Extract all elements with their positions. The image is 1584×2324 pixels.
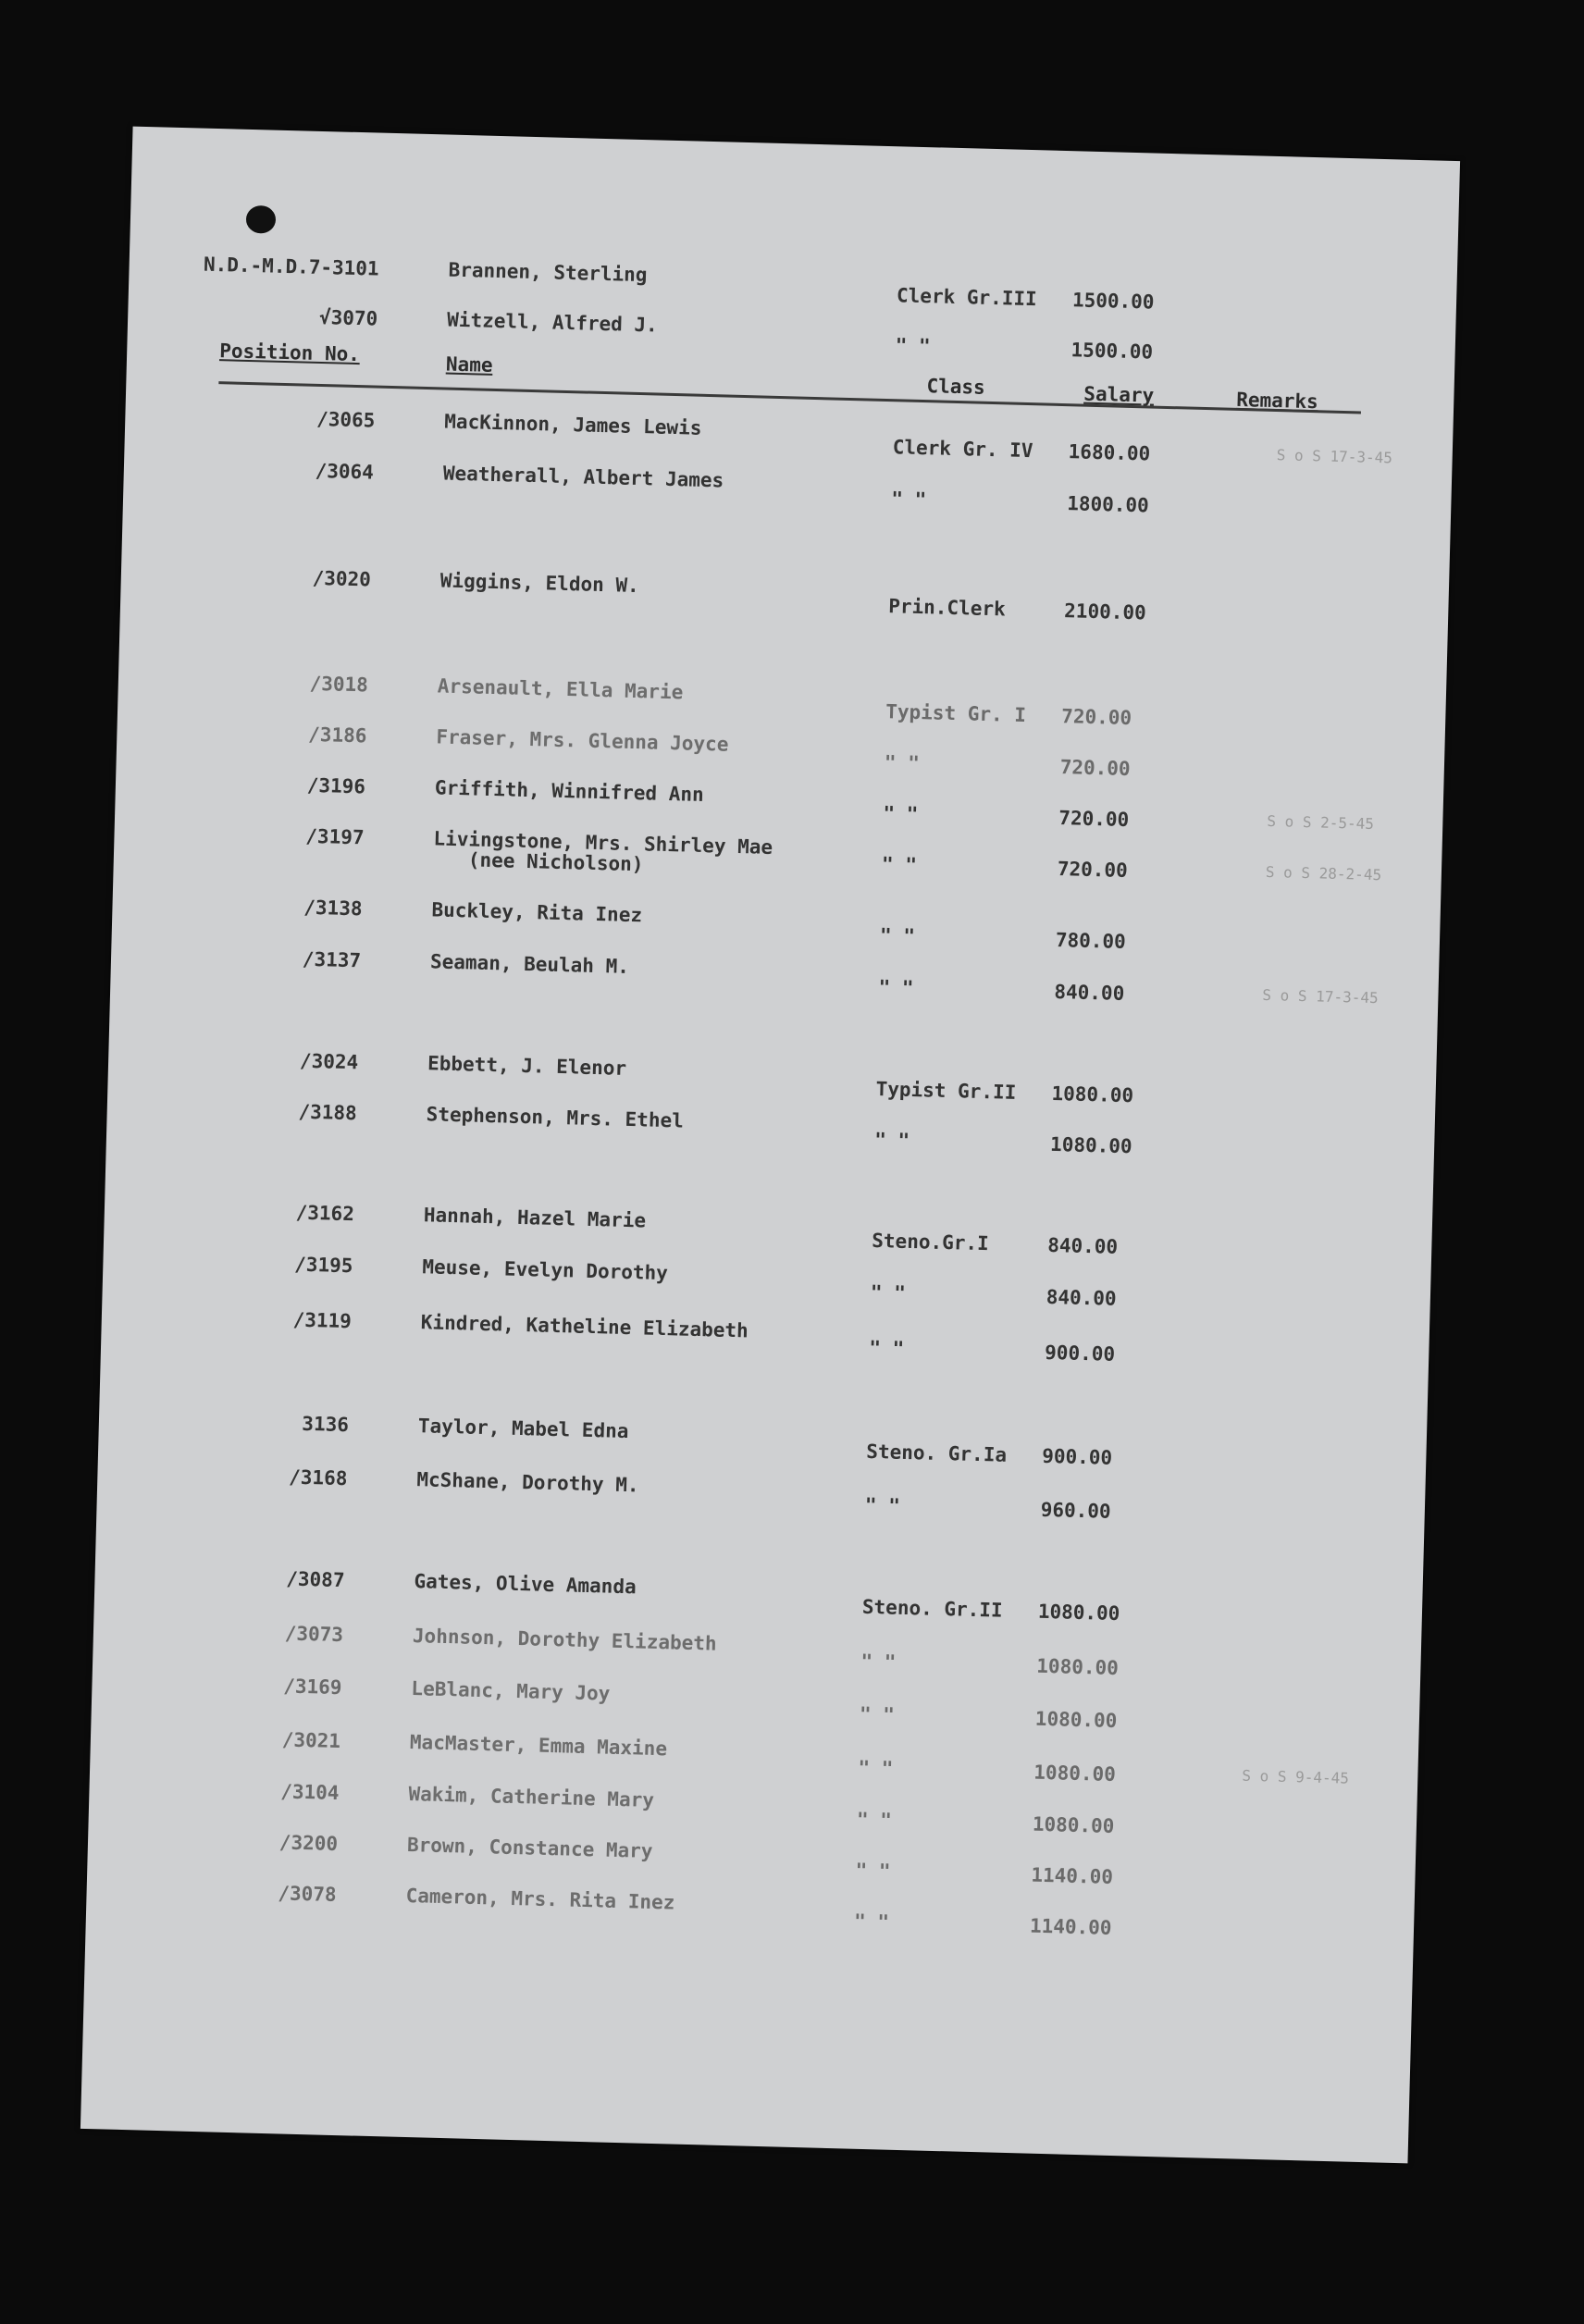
position-number: /3162 xyxy=(295,1201,355,1226)
employee-salary: 840.00 xyxy=(1046,1233,1119,1258)
employee-salary: 1080.00 xyxy=(1033,1761,1117,1786)
position-number: /3021 xyxy=(281,1728,341,1753)
employee-class: " " xyxy=(856,1808,893,1832)
employee-name: Weatherall, Albert James xyxy=(442,462,724,492)
table-row xyxy=(99,1407,1427,1470)
table-row xyxy=(91,1724,1418,1786)
employee-name: Ebbett, J. Elenor xyxy=(427,1052,627,1080)
employee-salary: 840.00 xyxy=(1054,980,1125,1005)
employee-salary: 780.00 xyxy=(1055,929,1127,953)
table-row xyxy=(86,1877,1414,1940)
header-remarks: Remarks xyxy=(1235,388,1319,414)
table-row xyxy=(120,562,1448,624)
employee-salary: 720.00 xyxy=(1058,807,1130,832)
employee-class: " " xyxy=(891,488,927,512)
employee-class: " " xyxy=(855,1859,891,1883)
employee-class: Steno.Gr.I xyxy=(872,1229,990,1255)
employee-name: Livingstone, Mrs. Shirley Mae (nee Nicholson) xyxy=(432,827,773,876)
position-number: /3137 xyxy=(302,947,362,972)
employee-class: Clerk Gr.III xyxy=(896,284,1038,311)
position-number: /3186 xyxy=(307,723,367,748)
employee-name: Witzell, Alfred J. xyxy=(446,308,659,337)
employee-salary: 1140.00 xyxy=(1031,1863,1114,1888)
employee-class: " " xyxy=(878,976,914,999)
position-number: /3168 xyxy=(288,1465,348,1490)
employee-salary: 1080.00 xyxy=(1051,1082,1134,1107)
employee-class: Steno. Gr.II xyxy=(861,1595,1003,1622)
position-number: /3064 xyxy=(315,459,375,484)
employee-name: Arsenault, Ella Marie xyxy=(437,674,684,704)
punch-hole xyxy=(246,205,277,234)
header-class: Class xyxy=(926,375,986,399)
employee-salary: 1080.00 xyxy=(1032,1812,1115,1837)
position-number: /3087 xyxy=(286,1567,345,1592)
employee-class: " " xyxy=(879,924,916,948)
position-number: /3020 xyxy=(312,566,372,591)
employee-name: Meuse, Evelyn Dorothy xyxy=(422,1255,669,1285)
table-row xyxy=(129,252,1456,315)
employee-salary: 720.00 xyxy=(1057,858,1129,883)
employee-name: MacKinnon, James Lewis xyxy=(444,410,702,439)
employee-salary: 1080.00 xyxy=(1034,1707,1118,1733)
employee-class: " " xyxy=(881,853,918,877)
header-name: Name xyxy=(445,352,493,377)
employee-remark: S o S 2-5-45 xyxy=(1267,811,1375,833)
employee-name: MacMaster, Emma Maxine xyxy=(409,1731,668,1761)
employee-name: LeBlanc, Mary Joy xyxy=(411,1677,611,1705)
table-row xyxy=(93,1617,1421,1680)
employee-salary: 960.00 xyxy=(1040,1498,1111,1523)
table-row xyxy=(116,769,1443,832)
header-position: Position No. xyxy=(218,340,361,366)
employee-class: Steno. Gr.Ia xyxy=(866,1440,1008,1466)
employee-class: " " xyxy=(870,1280,907,1304)
position-number: /3138 xyxy=(303,896,363,921)
position-number: √3070 xyxy=(318,305,378,330)
employee-class: Clerk Gr. IV xyxy=(892,436,1033,463)
employee-salary: 900.00 xyxy=(1044,1341,1116,1366)
employee-salary: 840.00 xyxy=(1046,1285,1117,1310)
position-number: /3073 xyxy=(284,1622,344,1647)
employee-name: Wiggins, Eldon W. xyxy=(439,569,640,598)
table-row xyxy=(117,718,1444,781)
position-number: /3169 xyxy=(282,1675,342,1700)
employee-name: McShane, Dorothy M. xyxy=(416,1468,639,1497)
employee-class: " " xyxy=(884,751,921,775)
employee-salary: 720.00 xyxy=(1060,705,1132,730)
employee-salary: 1500.00 xyxy=(1071,289,1155,314)
position-number: /3200 xyxy=(278,1831,339,1856)
employee-name: Hannah, Hazel Marie xyxy=(423,1204,647,1232)
employee-name: Griffith, Winnifred Ann xyxy=(434,776,704,806)
table-row xyxy=(118,667,1445,730)
employee-name: Brannen, Sterling xyxy=(448,258,648,287)
table-row xyxy=(103,1248,1430,1311)
employee-salary: 1080.00 xyxy=(1037,1600,1120,1626)
position-number: /3018 xyxy=(309,672,369,697)
position-number: /3024 xyxy=(299,1049,359,1074)
employee-name: Fraser, Mrs. Glenna Joyce xyxy=(436,725,729,756)
employee-salary: 1080.00 xyxy=(1049,1132,1132,1158)
employee-class: " " xyxy=(895,334,931,358)
employee-name: Buckley, Rita Inez xyxy=(431,898,643,927)
employee-class: " " xyxy=(883,802,919,826)
employee-salary: 1800.00 xyxy=(1066,492,1150,517)
position-number: /3065 xyxy=(316,407,376,432)
employee-name: Seaman, Beulah M. xyxy=(429,950,630,978)
table-row xyxy=(108,1045,1436,1107)
employee-salary: 1080.00 xyxy=(1036,1654,1120,1680)
employee-class: " " xyxy=(873,1128,910,1152)
employee-remark: S o S 28-2-45 xyxy=(1265,862,1382,884)
position-number: /3188 xyxy=(298,1100,358,1125)
position-number: 3136 xyxy=(302,1412,350,1437)
employee-class: " " xyxy=(868,1336,905,1360)
employee-class: " " xyxy=(859,1702,896,1726)
employee-remark: S o S 17-3-45 xyxy=(1262,985,1379,1007)
employee-name: Stephenson, Mrs. Ethel xyxy=(426,1103,685,1132)
employee-name: Brown, Constance Mary xyxy=(406,1833,653,1862)
employee-salary: 900.00 xyxy=(1041,1444,1113,1469)
employee-class: " " xyxy=(858,1756,894,1780)
table-row xyxy=(101,1304,1429,1366)
employee-name: Gates, Olive Amanda xyxy=(414,1570,637,1599)
position-number: N.D.-M.D.7-3101 xyxy=(203,253,379,280)
employee-name: Johnson, Dorothy Elizabeth xyxy=(412,1625,717,1655)
table-row xyxy=(112,891,1440,954)
table-row xyxy=(111,943,1439,1006)
employee-class: Typist Gr. I xyxy=(885,700,1027,727)
employee-name: Taylor, Mabel Edna xyxy=(417,1415,629,1443)
position-number: /3195 xyxy=(293,1253,353,1278)
table-row xyxy=(124,454,1452,517)
employee-class: " " xyxy=(853,1910,890,1934)
table-row xyxy=(88,1826,1416,1889)
document-page xyxy=(80,127,1460,2164)
employee-class: " " xyxy=(860,1650,897,1674)
employee-class: Prin.Clerk xyxy=(887,595,1006,621)
position-number: /3078 xyxy=(278,1882,337,1906)
table-row xyxy=(94,1563,1422,1626)
position-number: /3197 xyxy=(305,824,365,849)
table-row xyxy=(97,1461,1425,1524)
employee-salary: 1680.00 xyxy=(1068,440,1151,465)
employee-salary: 1140.00 xyxy=(1029,1914,1112,1939)
table-row xyxy=(92,1670,1419,1733)
table-row xyxy=(106,1095,1434,1158)
table-row xyxy=(105,1196,1432,1259)
employee-remark: S o S 9-4-45 xyxy=(1242,1766,1350,1787)
employee-salary: 2100.00 xyxy=(1063,600,1147,624)
employee-class: " " xyxy=(864,1493,901,1517)
employee-name: Wakim, Catherine Mary xyxy=(408,1783,655,1811)
employee-salary: 1500.00 xyxy=(1070,339,1154,364)
table-row xyxy=(114,820,1442,883)
employee-class: Typist Gr.II xyxy=(875,1077,1017,1104)
table-row xyxy=(89,1775,1417,1838)
employee-name: Kindred, Katheline Elizabeth xyxy=(420,1311,749,1342)
position-number: /3104 xyxy=(279,1780,340,1805)
position-number: /3196 xyxy=(306,773,366,798)
employee-name: Cameron, Mrs. Rita Inez xyxy=(405,1884,675,1914)
header-salary: Salary xyxy=(1083,382,1155,407)
employee-remark: S o S 17-3-45 xyxy=(1276,446,1393,467)
position-number: /3119 xyxy=(292,1308,353,1333)
employee-salary: 720.00 xyxy=(1059,756,1131,781)
